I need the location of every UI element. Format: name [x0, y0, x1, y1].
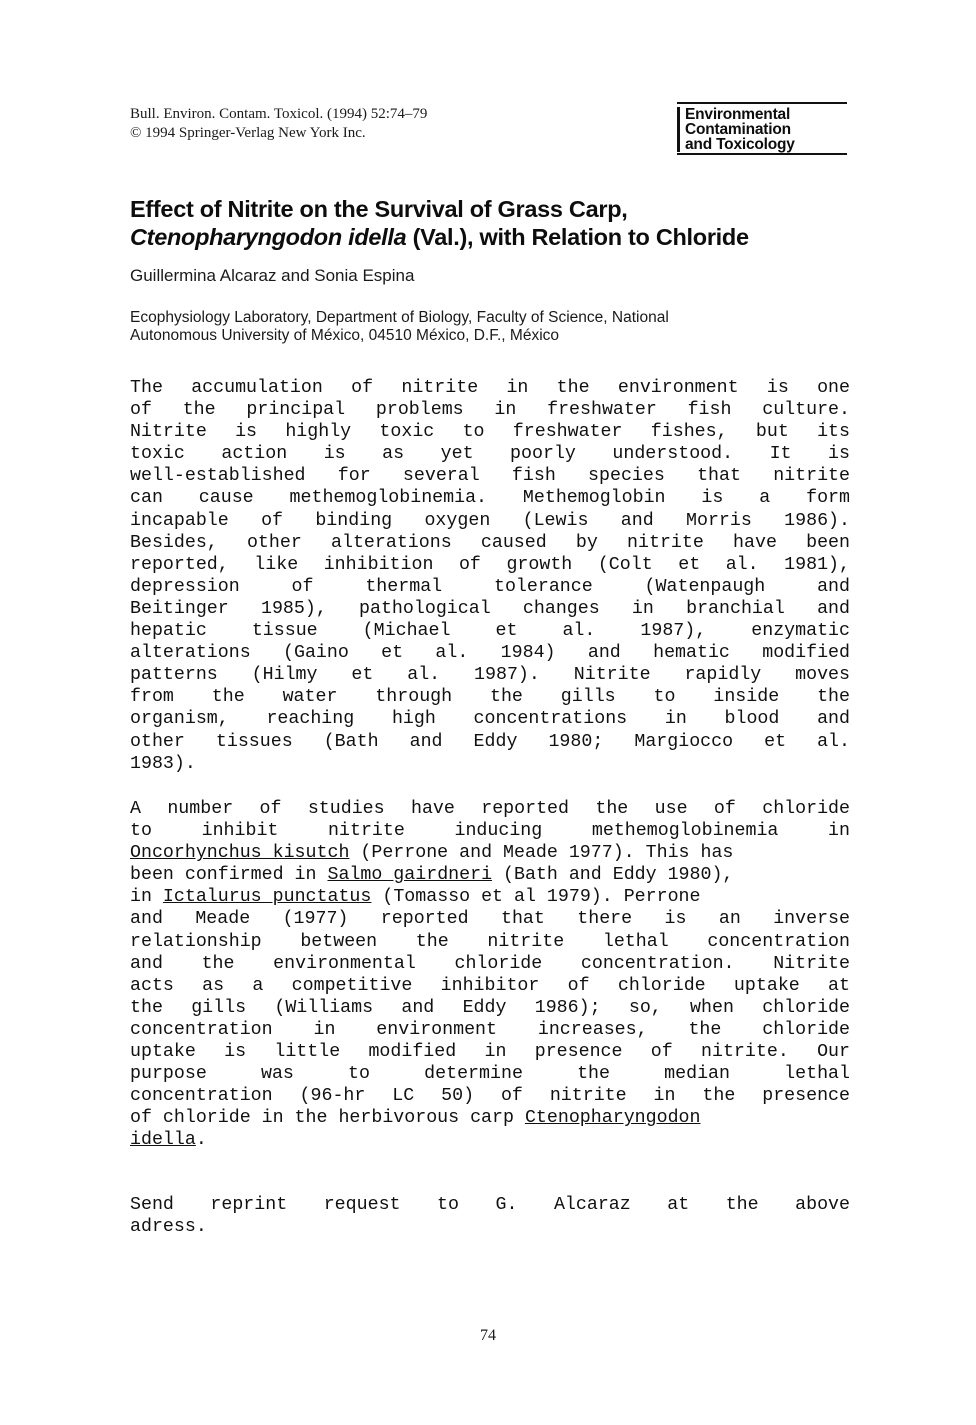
text-line: to inhibit nitrite inducing methemoglobinemia in [130, 821, 850, 842]
journal-logo-line-3: and Toxicology [677, 137, 847, 152]
text-line: Send reprint request to G. Alcaraz at the above [130, 1195, 850, 1215]
species-name: Ctenopharyngodon [524, 1108, 701, 1129]
paragraph-introduction [130, 377, 850, 775]
species-name: idella [130, 1130, 196, 1151]
journal-logo [677, 102, 847, 155]
species-name: Oncorhynchus kisutch [130, 843, 350, 864]
title-line-1: Effect of Nitrite on the Survival of Grass Carp, [130, 196, 628, 222]
text-line: adress. [130, 1217, 207, 1238]
species-name: Salmo gairdneri [327, 865, 493, 886]
text-line: other tissues (Bath and Eddy 1980; Margiocco et al. [130, 731, 850, 752]
page-number: 74 [480, 1327, 496, 1344]
text-line: uptake is little modified in presence of nitrite. Our [130, 1042, 850, 1063]
text-line: A number of studies have reported the use of chloride [130, 799, 850, 819]
text-line: incapable of binding oxygen (Lewis and Morris 1986). [130, 510, 850, 531]
citation-line-2: © 1994 Springer-Verlag New York Inc. [130, 125, 366, 141]
affiliation-line-2: Autonomous University of México, 04510 México, D.F., México [130, 327, 560, 344]
affiliation [130, 309, 870, 345]
text-line: Besides, other alterations caused by nitrite have been [130, 532, 850, 553]
authors: Guillermina Alcaraz and Sonia Espina [130, 266, 415, 285]
text-line: concentration (96-hr LC 50) of nitrite in the presence [130, 1086, 850, 1107]
journal-logo-line-1: Environmental [677, 107, 847, 122]
text-line: toxic action is as yet poorly understood. It is [130, 444, 850, 465]
text-line: of the principal problems in freshwater fish culture. [130, 400, 850, 421]
title-species: Ctenopharyngodon idella [130, 224, 407, 250]
text-line: well-established for several fish species that nitrite [130, 466, 850, 487]
text-line: reported, like inhibition of growth (Colt et al. 1981), [130, 554, 850, 575]
text-line: concentration in environment increases, the chloride [130, 1019, 850, 1040]
text-line: The accumulation of nitrite in the environment is one [130, 378, 850, 398]
affiliation-line-1: Ecophysiology Laboratory, Department of Biology, Faculty of Science, National [130, 309, 669, 326]
text-line: depression of thermal tolerance (Watenpaugh and [130, 576, 850, 597]
text-line: can cause methemoglobinemia. Methemoglobin is a form [130, 488, 850, 509]
journal-logo-line-2: Contamination [677, 122, 847, 137]
text-line: relationship between the nitrite lethal concentration [130, 931, 850, 952]
citation-line-1: Bull. Environ. Contam. Toxicol. (1994) 52:74–79 [130, 106, 428, 122]
text-line: from the water through the gills to inside the [130, 687, 850, 708]
text-line: of chloride in the herbivorous carp Ctenopharyngodon [130, 1108, 701, 1129]
text-line: Nitrite is highly toxic to freshwater fishes, but its [130, 422, 850, 443]
text-line: alterations (Gaino et al. 1984) and hematic modified [130, 643, 850, 664]
text-line: in Ictalurus punctatus (Tomasso et al 1979). Perrone [130, 887, 701, 908]
text-line: purpose was to determine the median lethal [130, 1064, 850, 1085]
reprint-footnote [130, 1194, 850, 1238]
text-line: patterns (Hilmy et al. 1987). Nitrite rapidly moves [130, 665, 850, 686]
text-line: the gills (Williams and Eddy 1986); so, when chloride [130, 997, 850, 1018]
species-name: Ictalurus punctatus [162, 887, 372, 908]
text-line: Beitinger 1985), pathological changes in branchial and [130, 598, 850, 619]
text-line: hepatic tissue (Michael et al. 1987), enzymatic [130, 621, 850, 642]
journal-citation [130, 105, 427, 143]
text-line: 1983). [130, 753, 196, 774]
text-line: been confirmed in Salmo gairdneri (Bath and Eddy 1980), [130, 865, 734, 886]
text-line: and the environmental chloride concentration. Nitrite [130, 953, 850, 974]
title-line-2: (Val.), with Relation to Chloride [406, 224, 749, 250]
paragraph-chloride [130, 798, 850, 1152]
text-line: and Meade (1977) reported that there is an inverse [130, 909, 850, 930]
text-line: acts as a competitive inhibitor of chloride uptake at [130, 975, 850, 996]
article-title [130, 195, 890, 251]
text-line: organism, reaching high concentrations in blood and [130, 709, 850, 730]
text-line: idella. [130, 1130, 207, 1151]
text-line: Oncorhynchus kisutch (Perrone and Meade 1977). This has [130, 843, 734, 864]
